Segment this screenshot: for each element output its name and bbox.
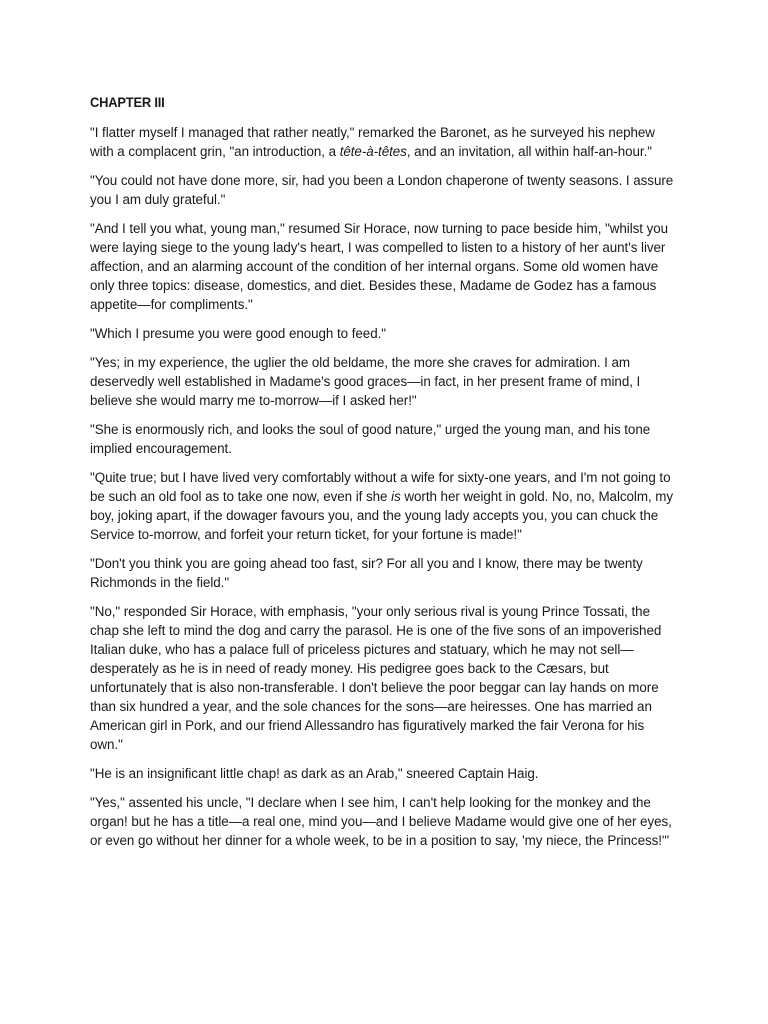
paragraph-text: "Don't you think you are going ahead too fast, sir? For all you and I know, there may be twenty Richmonds in the field." [90,556,643,590]
paragraph [90,764,680,783]
paragraph-text: , and an invitation, all within half-an-hour." [406,144,652,159]
paragraph-text: "She is enormously rich, and looks the soul of good nature," urged the young man, and his tone implied encouragement. [90,422,651,456]
paragraph [90,219,680,314]
paragraph-text: worth her weight in gold. No, no, Malcolm, my boy, joking apart, if the dowager favours you, and the young lady accepts you, you can chuck the Service to-morrow, and forfeit your return ticket, for your fortune is made!" [90,489,674,542]
paragraph-text: "You could not have done more, sir, had you been a London chaperone of twenty seasons. I assure you I am duly grateful." [90,173,674,207]
paragraph-text: "Which I presume you were good enough to feed." [90,326,386,341]
italic-text: is [391,489,401,504]
paragraph [90,554,680,592]
chapter-title: CHAPTER III [90,94,165,110]
paragraph [90,793,680,850]
paragraph [90,468,680,544]
paragraph-text: "Yes," assented his uncle, "I declare when I see him, I can't help looking for the monkey and the organ! but he has a title—a real one, mind you—and I believe Madame would give one of her eyes, or even go without her dinner for a whole week, to be in a position to say, 'my niece, the Princess!'" [90,795,672,848]
paragraph [90,602,680,754]
paragraph [90,171,680,209]
paragraph-text: "And I tell you what, young man," resumed Sir Horace, now turning to pace beside him, "whilst you were laying siege to the young lady's heart, I was compelled to listen to a history of her aunt's liver affection, and an alarming account of the condition of her internal organs. Some old women have only three topics: disease, domestics, and diet. Besides these, Madame de Godez has a famous appetite—for compliments." [90,221,669,312]
document-page [90,92,680,860]
paragraph [90,123,680,161]
chapter-body [90,123,680,850]
paragraph-text: "I flatter myself I managed that rather neatly," remarked the Baronet, as he surveyed his nephew with a complacent grin, "an introduction, a [90,125,655,159]
paragraph-text: "Quite true; but I have lived very comfortably without a wife for sixty-one years, and I'm not going to be such an old fool as to take one now, even if she [90,470,671,504]
paragraph-text: "He is an insignificant little chap! as dark as an Arab," sneered Captain Haig. [90,766,539,781]
paragraph [90,324,680,343]
paragraph [90,353,680,410]
paragraph-text: "Yes; in my experience, the uglier the old beldame, the more she craves for admiration. I am deservedly well established in Madame's good graces—in fact, in her present frame of mind, I believe she would marry me to-morrow—if I asked her!" [90,355,641,408]
paragraph-text: "No," responded Sir Horace, with emphasis, "your only serious rival is young Prince Tossati, the chap she left to mind the dog and carry the parasol. He is one of the five sons of an impoverished Italian duke, who has a palace full of priceless pictures and statuary, which he may not sell—desperately as he is in need of ready money. His pedigree goes back to the Cæsars, but unfortunately that is also non-transferable. I don't believe the poor beggar can lay hands on more than six hundred a year, and the sole chances for the sons—are heiresses. One has married an American girl in Pork, and our friend Allessandro has figuratively marked the fair Verona for his own." [90,604,662,752]
italic-text: tête-à-têtes [339,144,407,159]
paragraph [90,420,680,458]
